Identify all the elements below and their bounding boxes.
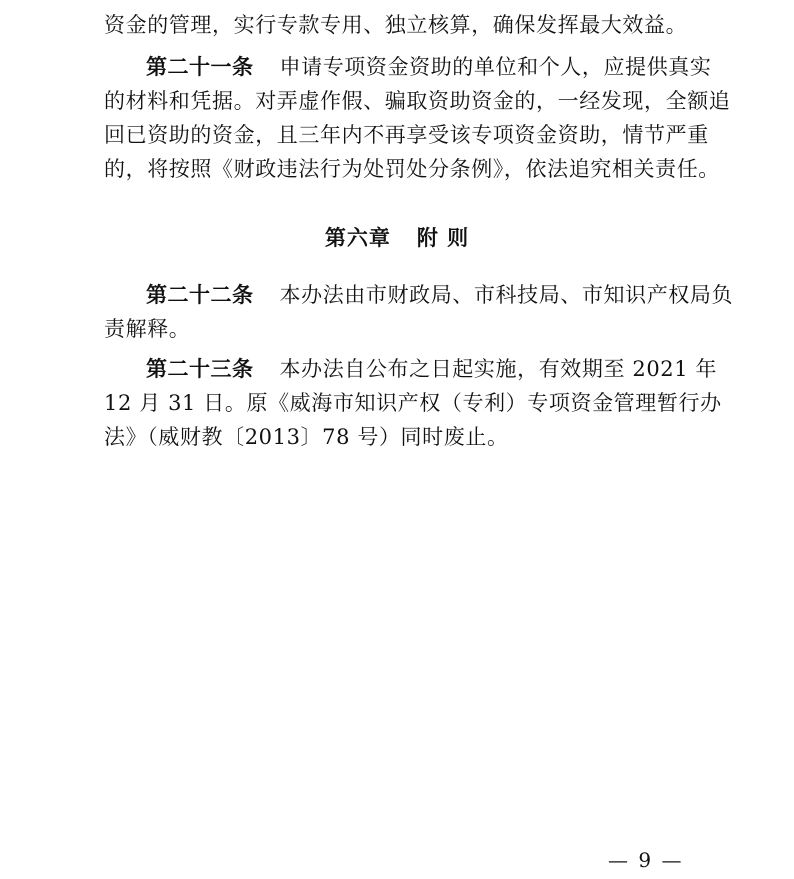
- article-21-first-line: [104, 50, 712, 84]
- page-number: — 9 —: [608, 848, 684, 872]
- text-line: 的材料和凭据。对弄虚作假、骗取资助资金的，一经发现，全额追: [104, 89, 731, 113]
- text-line: 12 月 31 日。原《威海市知识产权（专利）专项资金管理暂行办: [104, 391, 722, 415]
- article-text: 本办法自公布之日起实施，有效期至 2021 年: [279, 357, 718, 381]
- article-number: 第二十三条: [146, 357, 254, 381]
- text-line: 资金的管理，实行专款专用、独立核算，确保发挥最大效益。: [104, 13, 688, 37]
- article-23: [104, 352, 722, 454]
- chapter-heading: [0, 222, 794, 252]
- article-number: 第二十一条: [146, 55, 254, 79]
- article-23-first-line: [104, 352, 718, 386]
- chapter-name: 附 则: [416, 226, 470, 250]
- text-line: 法》（威财教〔2013〕78 号）同时废止。: [104, 425, 509, 449]
- article-text: 申请专项资金资助的单位和个人，应提供真实: [279, 55, 712, 79]
- article-21: [104, 50, 731, 186]
- article-22-first-line: [104, 278, 734, 312]
- text-line: 责解释。: [104, 317, 191, 341]
- article-text: 本办法由市财政局、市科技局、市知识产权局负: [279, 283, 734, 307]
- continuation-paragraph: [104, 8, 692, 42]
- article-number: 第二十二条: [146, 283, 254, 307]
- chapter-number: 第六章: [324, 226, 391, 250]
- article-22: [104, 278, 734, 346]
- text-line: 回已资助的资金，且三年内不再享受该专项资金资助，情节严重: [104, 123, 709, 147]
- text-line: 的，将按照《财政违法行为处罚处分条例》，依法追究相关责任。: [104, 157, 720, 181]
